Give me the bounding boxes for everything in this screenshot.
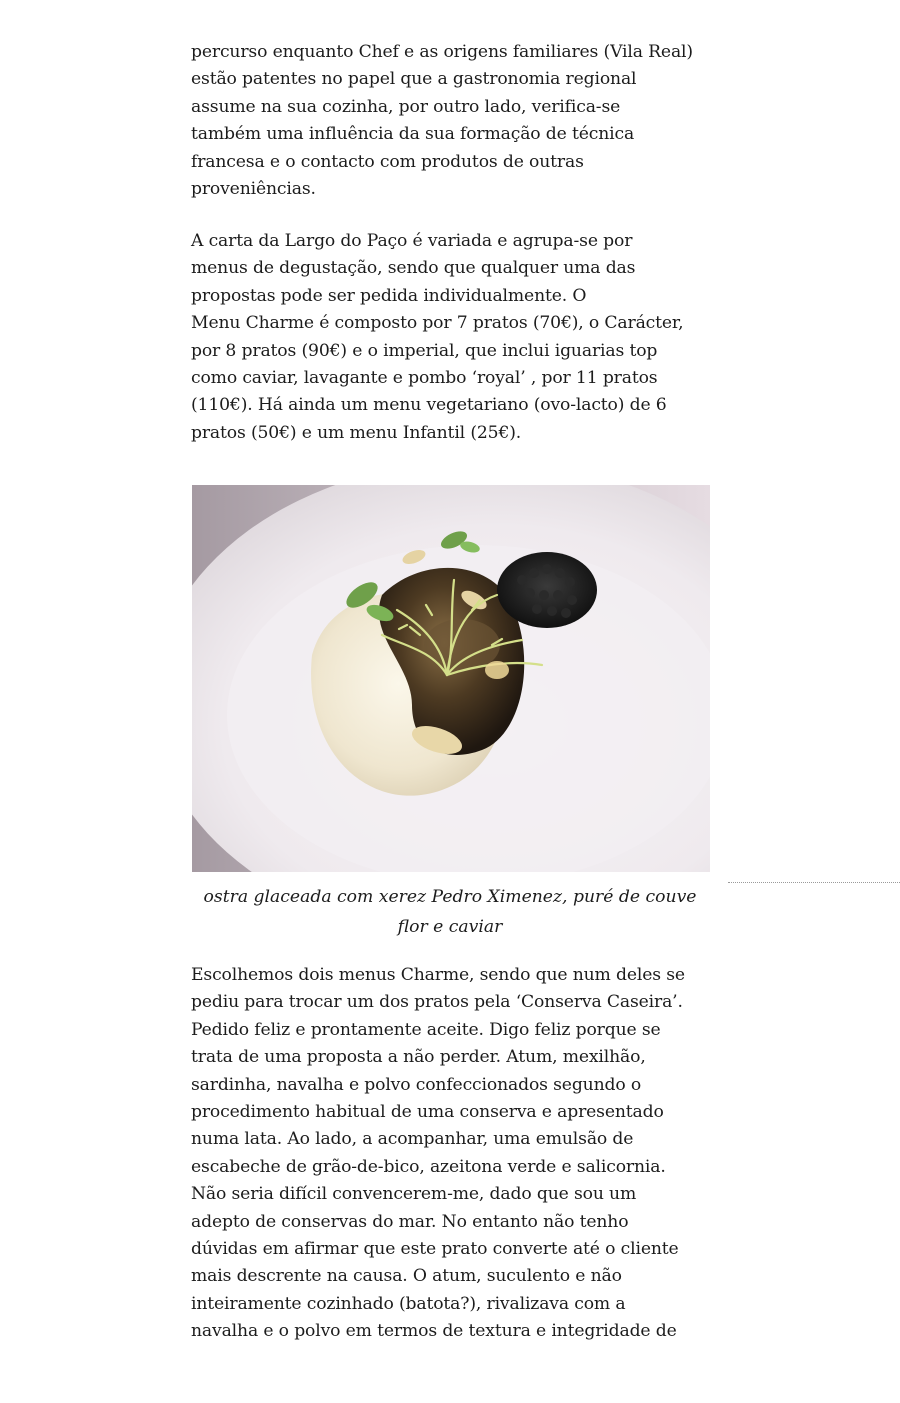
- text-line: mais descrente na causa. O atum, suculento e não: [191, 1266, 622, 1287]
- text-line: sardinha, navalha e polvo confeccionados segundo o: [191, 1074, 642, 1095]
- photo-caption: [190, 883, 710, 942]
- text-line: menus de degustação, sendo que qualquer uma das: [191, 258, 636, 279]
- text-line: estão patentes no papel que a gastronomia regional: [191, 69, 637, 90]
- text-line: Pedido feliz e prontamente aceite. Digo feliz porque se: [191, 1019, 661, 1040]
- text-line: também uma influência da sua formação de técnica: [191, 124, 635, 145]
- text-line: numa lata. Ao lado, a acompanhar, uma emulsão de: [191, 1129, 634, 1150]
- text-line: procedimento habitual de uma conserva e apresentado: [191, 1102, 664, 1123]
- text-line: adepto de conservas do mar. No entanto não tenho: [191, 1211, 629, 1232]
- text-line: trata de uma proposta a não perder. Atum, mexilhão,: [191, 1047, 646, 1068]
- text-line: inteiramente cozinhado (batota?), rivalizava com a: [191, 1293, 626, 1314]
- text-line: como caviar, lavagante e pombo ‘royal’ , por 11 pratos: [191, 368, 658, 389]
- text-line: escabeche de grão-de-bico, azeitona verde e salicornia.: [191, 1156, 666, 1177]
- caption-line: ostra glaceada com xerez Pedro Ximenez, puré de couve: [203, 887, 697, 907]
- text-line: francesa e o contacto com produtos de outras: [191, 151, 584, 172]
- dish-photo: [192, 485, 710, 872]
- text-line: Não seria difícil convencerem-me, dado que sou um: [191, 1184, 637, 1205]
- text-line: navalha e o polvo em termos de textura e integridade de: [191, 1321, 677, 1342]
- text-line: propostas pode ser pedida individualmente. O: [191, 285, 587, 306]
- text-line: percurso enquanto Chef e as origens familiares (Vila Real): [191, 42, 693, 62]
- text-line: assume na sua cozinha, por outro lado, verifica-se: [191, 96, 621, 117]
- paragraph-conserva-caseira: [191, 962, 719, 1346]
- text-line: pratos (50€) e um menu Infantil (25€).: [191, 422, 522, 443]
- paragraph-menu-carta: [191, 228, 719, 447]
- text-line: (110€). Há ainda um menu vegetariano (ovo-lacto) de 6: [191, 395, 667, 416]
- text-line: Menu Charme é composto por 7 pratos (70€), o Carácter,: [191, 313, 684, 334]
- text-line: A carta da Largo do Paço é variada e agrupa-se por: [191, 231, 633, 251]
- page-edge-divider: [728, 882, 900, 883]
- text-line: proveniências.: [191, 179, 316, 200]
- text-line: por 8 pratos (90€) e o imperial, que inclui iguarias top: [191, 340, 658, 361]
- text-line: pediu para trocar um dos pratos pela ‘Conserva Caseira’.: [191, 992, 683, 1013]
- text-line: Escolhemos dois menus Charme, sendo que num deles se: [191, 965, 685, 985]
- caption-line: flor e caviar: [397, 916, 503, 937]
- text-line: dúvidas em afirmar que este prato converte até o cliente: [191, 1239, 679, 1260]
- paragraph-chef-origins: [191, 39, 719, 203]
